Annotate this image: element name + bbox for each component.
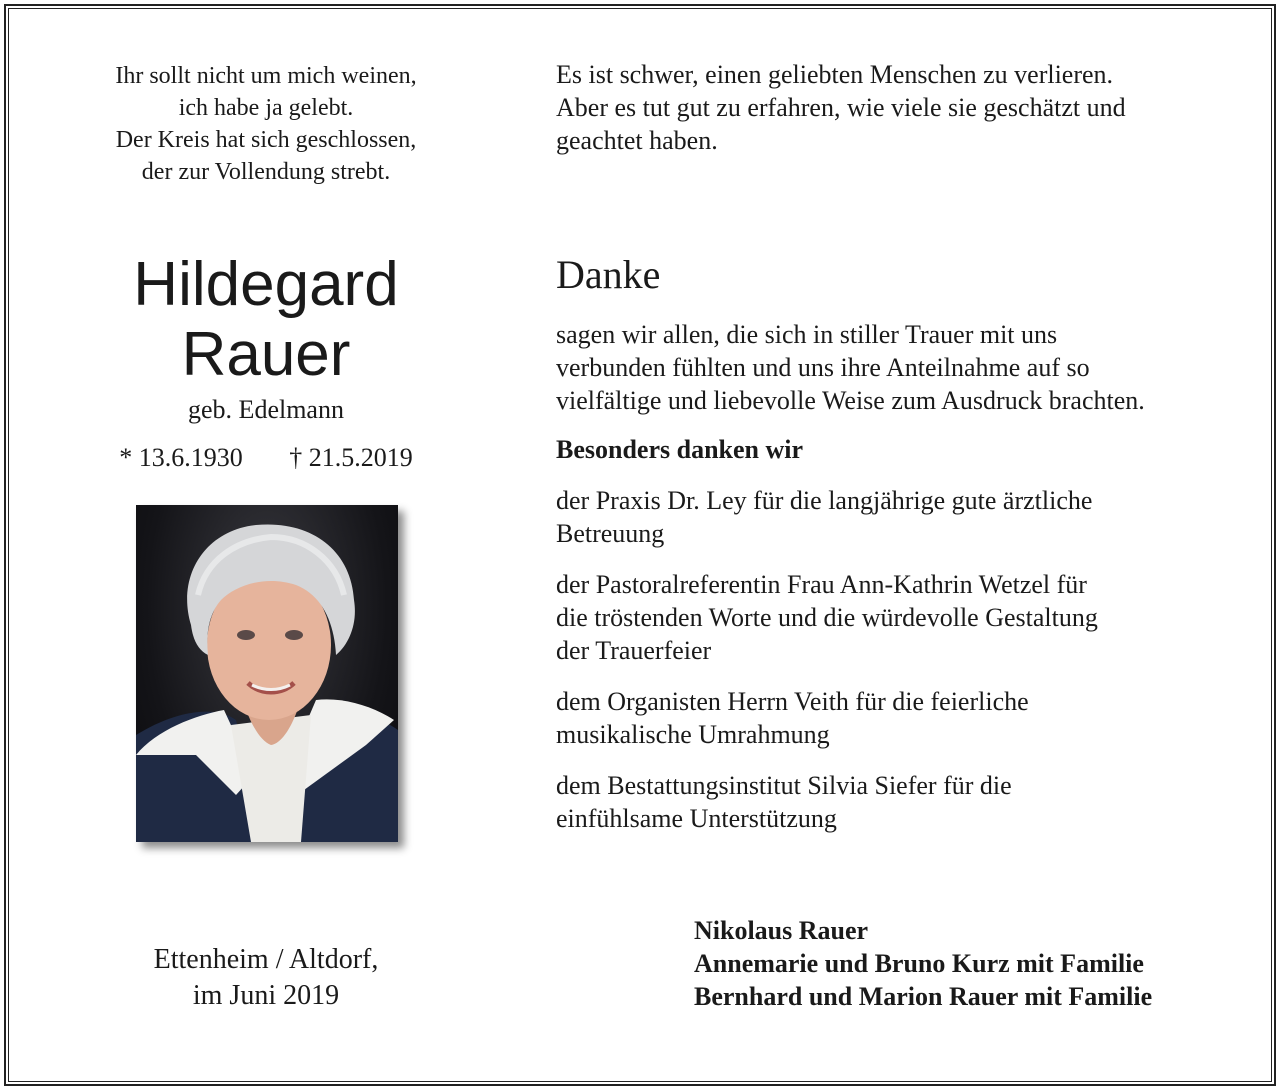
thanks-heading: Danke [556,252,661,297]
birth-date: * 13.6.1930 [119,443,243,472]
right-column [556,58,1246,835]
poem-line: Der Kreis hat sich geschlossen, [115,127,417,153]
thanks-line: verbunden fühlten und uns ihre Anteilnahme auf so [556,353,1090,382]
deceased-name [40,250,492,390]
portrait-illustration [136,505,398,842]
special-thanks-line: der Pastoralreferentin Frau Ann-Kathrin Wetzel für [556,570,1087,599]
portrait-photo [136,505,398,842]
first-name: Hildegard [133,250,399,319]
date: im Juni 2019 [192,980,340,1011]
special-thanks-item [556,769,1246,835]
special-thanks-line: dem Organisten Herrn Veith für die feierliche [556,687,1029,716]
place: Ettenheim / Altdorf, [153,944,379,975]
last-name: Rauer [181,320,351,389]
special-thanks-line: die tröstenden Worte und die würdevolle Gestaltung [556,603,1098,632]
special-thanks-line: musikalische Umrahmung [556,720,830,749]
poem-line: ich habe ja gelebt. [178,95,354,121]
death-date: † 21.5.2019 [289,443,413,472]
intro-text [556,58,1246,157]
special-thanks-line: der Praxis Dr. Ley für die langjährige gute ärztliche [556,486,1093,515]
poem-line: der zur Vollendung strebt. [141,159,391,185]
signatures [694,914,1152,1013]
life-dates [40,442,492,474]
intro-line: Aber es tut gut zu erfahren, wie viele sie geschätzt und [556,93,1126,122]
signature-line: Bernhard und Marion Rauer mit Familie [694,982,1153,1011]
left-column [40,60,492,474]
special-thanks-heading: Besonders danken wir [556,435,804,464]
thanks-text [556,318,1246,417]
maiden-name: geb. Edelmann [188,395,344,424]
special-thanks-line: der Trauerfeier [556,636,712,665]
special-thanks-item [556,685,1246,751]
intro-line: Es ist schwer, einen geliebten Menschen zu verlieren. [556,60,1114,89]
signature-line: Annemarie und Bruno Kurz mit Familie [694,949,1144,978]
thanks-line: vielfältige und liebevolle Weise zum Ausdruck brachten. [556,386,1145,415]
special-thanks-item [556,484,1246,550]
intro-line: geachtet haben. [556,126,718,155]
special-thanks-line: einfühlsame Unterstützung [556,804,837,833]
thanks-line: sagen wir allen, die sich in stiller Trauer mit uns [556,320,1058,349]
special-thanks-line: dem Bestattungsinstitut Silvia Siefer für die [556,771,1012,800]
poem-line: Ihr sollt nicht um mich weinen, [115,63,417,89]
special-thanks-item [556,568,1246,667]
place-and-date [40,942,492,1014]
poem [40,60,492,188]
signature-line: Nikolaus Rauer [694,916,869,945]
special-thanks-line: Betreuung [556,519,665,548]
